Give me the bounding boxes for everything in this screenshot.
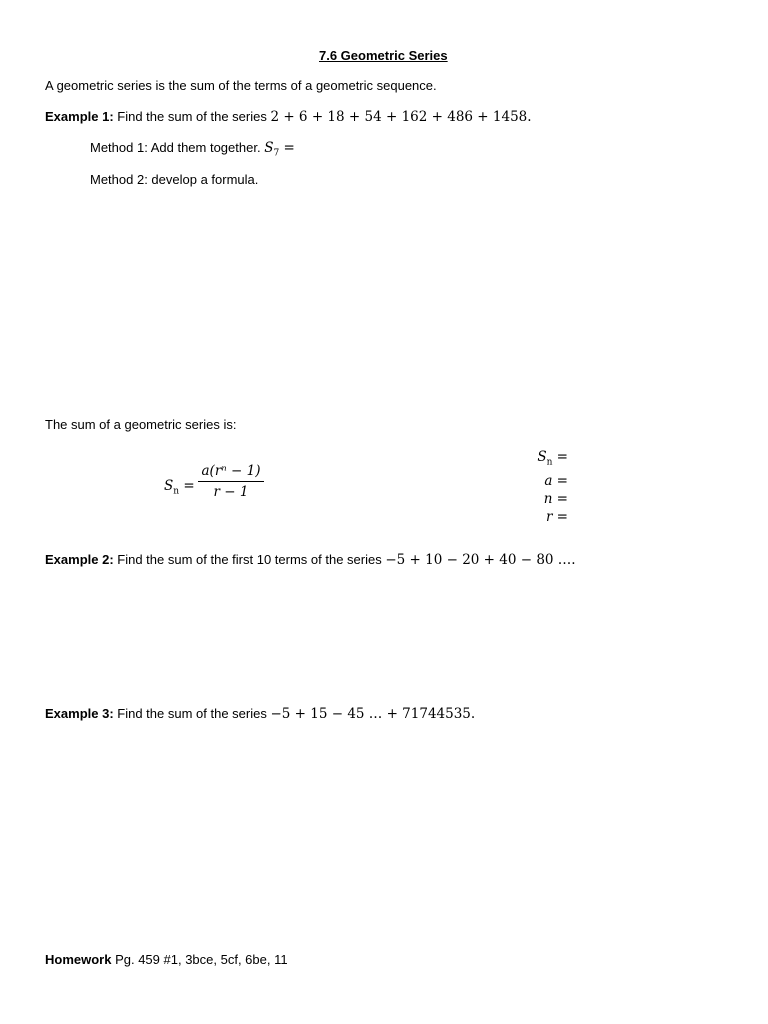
example-1-label: Example 1: bbox=[45, 109, 114, 124]
page-title: 7.6 Geometric Series bbox=[319, 48, 448, 63]
formula-s-subscript: n bbox=[173, 486, 180, 497]
formula-equals: = bbox=[179, 478, 195, 494]
method-2-text: Method 2: develop a formula. bbox=[90, 172, 259, 187]
homework-text: Pg. 459 #1, 3bce, 5cf, 6be, 11 bbox=[111, 952, 288, 967]
method-1-text: Method 1: Add them together. bbox=[90, 140, 261, 155]
equals-sign: = bbox=[279, 140, 295, 156]
example-2-label: Example 2: bbox=[45, 552, 114, 567]
variable-sn bbox=[520, 448, 568, 472]
example-3-label: Example 3: bbox=[45, 706, 114, 721]
homework bbox=[45, 952, 288, 968]
method-1-math bbox=[264, 140, 295, 159]
formula-intro: The sum of a geometric series is: bbox=[45, 417, 237, 432]
method-1 bbox=[90, 140, 295, 162]
formula-numerator: a(rⁿ − 1) bbox=[201, 463, 261, 479]
variable-a: a = bbox=[544, 472, 568, 489]
formula-fraction bbox=[198, 462, 264, 501]
example-2 bbox=[45, 552, 576, 568]
variable-n: n = bbox=[543, 490, 568, 507]
definition-text: A geometric series is the sum of the terms of a geometric sequence. bbox=[45, 78, 437, 93]
variable-r: r = bbox=[545, 508, 568, 525]
s-subscript: 7 bbox=[273, 148, 280, 159]
variable-sn-symbol: S bbox=[537, 449, 547, 465]
example-3-series: −5 + 15 − 45 … + 71744535. bbox=[270, 706, 476, 722]
example-3-text: Find the sum of the series bbox=[113, 706, 271, 721]
s-symbol: S bbox=[264, 140, 274, 156]
formula-s: S bbox=[164, 478, 174, 494]
variable-sn-subscript: n bbox=[546, 457, 553, 468]
example-2-series: −5 + 10 − 20 + 40 − 80 …. bbox=[385, 552, 576, 568]
example-1-series: 2 + 6 + 18 + 54 + 162 + 486 + 1458. bbox=[270, 109, 532, 125]
fraction-bar bbox=[198, 481, 264, 482]
homework-label: Homework bbox=[45, 952, 112, 967]
variable-sn-equals: = bbox=[552, 449, 568, 465]
example-1-text: Find the sum of the series bbox=[113, 109, 271, 124]
variables-list bbox=[520, 448, 568, 526]
example-2-text: Find the sum of the first 10 terms of the series bbox=[113, 552, 386, 567]
formula-lhs bbox=[164, 478, 195, 500]
formula-denominator: r − 1 bbox=[213, 484, 249, 500]
example-1 bbox=[45, 109, 532, 125]
example-3 bbox=[45, 706, 475, 722]
